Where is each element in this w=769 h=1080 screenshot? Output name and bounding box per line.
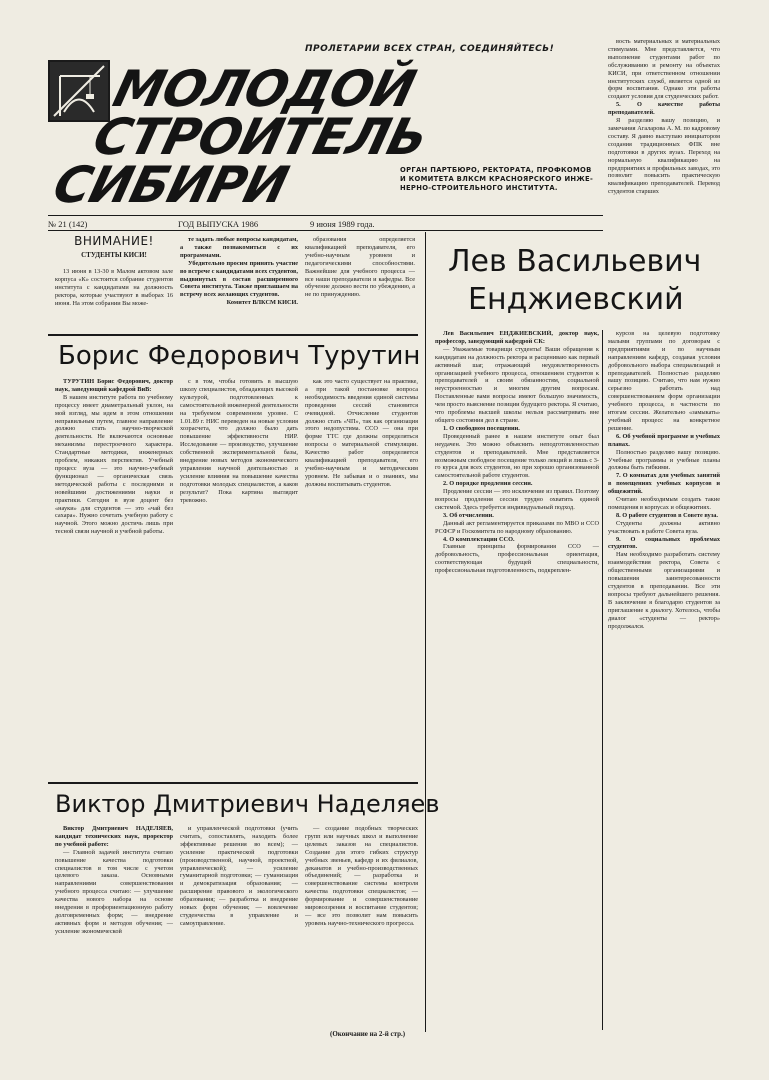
endzhievsky-text-3: Нам необходимо разработать систему взаимодействия ректора, Совета с общественными организациями и повышения заинтересованности студентов в преподавании. Все эти вопросы требуют дальнейшего решения. В заключение я благодарю студентов за приглашение к диалогу. Хотелось, чтобы диалог «студенты — ректор» продолжался. [608, 551, 720, 630]
endzhievsky-section-2: 2. О порядке продления сессии. [443, 480, 533, 488]
notice-heading: ВНИМАНИЕ! [74, 234, 154, 248]
endzhievsky-section-6: 6. Об учебной программе и учебных планах. [608, 432, 720, 448]
nadelyaev-col-3 [305, 825, 418, 1030]
notice-block [55, 234, 173, 259]
endzhievsky-section-8: 8. О работе студентов в Совете вуза. [616, 511, 718, 519]
title-line-3: СИБИРИ [47, 156, 294, 214]
notice-text: 13 июня в 13-30 в Малом актовом зале корпуса «К» состоится собрание студентов института с кандидатами на должность ректора, которые участвуют в выборах 16 июня. На этом собрании Вы може- [55, 268, 173, 307]
notice-text-col-1 [55, 268, 173, 330]
intro-text: образования определяется квалификацией преподавателя, его учебно-научным уровнем и педагогическими способностями. Важнейшие для учебного процесса — все наши преподаватели и кафедры. Все обучение должно вести по убеждению, а не по принуждению. [305, 236, 415, 299]
nadelyaev-text-3: — создание подобных творческих групп или научных школ и выполнение целевых заказов на специалистов. Создание для этого гибких структур учебных звеньев, кафедр и их филиалов, деканатов и учебно-производственных объединений; — разработка и совершенствование системы контроля качества подготовки специалистов; — формирование и совершенствование мировоззрения и воспитание студентов; — все это позволит нам повысить уровень научно-технического прогресса. [305, 825, 418, 927]
endzhievsky-text-1: — Уважаемые товарищи студенты! Ваши обращения к кандидатам на должность ректора и расцениваю как первый активный шаг, отражающий неудовлетворенность организацией учебного процесса, отношением студентов к преподавателей и своим обязанностям, социальной неустроенностью и многим другим вопросам. Поставленные вами вопросы имеют большую значимость, чем просто выяснение позиции будущего ректора. Я считаю, что проблемы высшей школы нельзя рассматривать вне общего состояния дел в стране. [435, 345, 599, 424]
continued-note: (Окончание на 2-й стр.) [330, 1030, 406, 1038]
notice-subheading: СТУДЕНТЫ КИСИ! [81, 251, 147, 259]
organ-statement: ОРГАН ПАРТБЮРО, РЕКТОРАТА, ПРОФКОМОВ И КОМИТЕТА ВЛКСМ КРАСНОЯРСКОГО ИНЖЕ-НЕРНО-СТРОИТЕЛЬНОГО ИНСТИТУТА. [400, 166, 594, 192]
endzhievsky-section-9: 9. О социальных проблемах студентов. [608, 535, 720, 551]
title-line-2: СТРОИТЕЛЬ [87, 108, 433, 166]
turutin-col-3 [305, 378, 418, 772]
title-line-1: МОЛОДОЙ [107, 60, 421, 118]
intro-column [305, 236, 415, 330]
turutin-col-2 [180, 378, 298, 772]
endzhievsky-col-2: курсов на целевую подготовку малыми группами по договорам с предприятиями и по научным направлениям кафедр, создавая условия добровольного выбора специализаций и преподавателей. Полностью разделяю вашу позицию. Считаю, что нам нужно серьезно работать над совершенствованием форм организации учебного процесса, в частности по итогам сессии. Желательно «замыкать» учебный процесс на конкретное решение. 6. Об учебной программе и учебных планах. Полностью разделяю вашу позицию. Учебные программы и учебные планы должны быть гибкими. 7. О комнатах для учебных занятий в помещениях учебных корпусов и общежитий. Считаю необходимым создать такие помещения в корпусах и общежитиях. 8. О работе студентов в Совете вуза. Студенты должны активно участвовать в работе Совета вуза. 9. О социальных проблемах студентов. Нам необходимо разработать систему взаимодействия ректора, Совета с общественными организациями и повышения заинтересованности студентов в преподавании. Все эти вопросы требуют дальнейшего решения. В заключение я благодарю студентов за приглашение к диалогу. Хотелось, чтобы диалог «студенты — ректор» продолжался. [608, 330, 720, 630]
top-right-text-2: Я разделяю вашу позицию, и замечания Агаларова А. М. по кадровому составу. Я давно выступаю инициатором создания традиционных ФПК вне подготовки в других вузах. Переход на нормальную квалификацию на предприятиях и профильных заводах, это позволит повысить практическую квалификацию преподавателей. Перевод студентов старших [608, 117, 720, 196]
headline-turutin: Борис Федорович Турутин [58, 341, 421, 371]
issue-year: ГОД ВЫПУСКА 1986 [178, 219, 259, 229]
issue-date: 9 июня 1989 года. [310, 219, 375, 229]
endzhievsky-section-7: 7. О комнатах для учебных занятий в помещениях учебных корпусов и общежитий. [608, 472, 720, 496]
nadelyaev-byline: Виктор Дмитриевич НАДЕЛЯЕВ, кандидат технических наук, проректор по учебной работе: [55, 825, 173, 848]
turutin-byline: ТУРУТИН Борис Федорович, доктор наук, заведующий кафедрой ВиВ: [55, 378, 173, 393]
section-5-heading: 5. О качестве работы преподавателей. [608, 101, 720, 117]
top-right-column [608, 38, 720, 235]
headline-endzhievsky-1: Лев Васильевич [448, 244, 702, 279]
slogan: ПРОЛЕТАРИИ ВСЕХ СТРАН, СОЕДИНЯЙТЕСЬ! [305, 44, 555, 54]
turutin-text-2: с в том, чтобы готовить в высшую школу специалистов, обладающих высокой культурой, подготовленных к самостоятельной инженерной деятельности на требуемом современном уровне. С 1.01.89 г. НИС переведен на новые условия хозрасчета, что должно было дать повышение эффективности НИР. Исследование — производство, улучшение собственной экспериментальной базы, внедрение новых методов экономического управления научной деятельностью и усиление влияния на повышение качества подготовки молодых специалистов, а каков результат? Пока картина выглядит тревожно. [180, 378, 298, 504]
notice-text-2: те задать любые вопросы кандидатам, а также познакомиться с их программами. [180, 236, 298, 259]
notice-text-col-2 [180, 236, 298, 330]
endzhievsky-section-4: 4. О комплектации ССО. [443, 535, 515, 543]
nadelyaev-col-2 [180, 825, 298, 1040]
endzhievsky-col-1: Лев Васильевич ЕНДЖИЕВСКИЙ, доктор наук, профессор, заведующий кафедрой СК: — Уважаемые товарищи студенты! Ваши обращения к кандидатам на должность ректора и расцениваю как первый активный шаг, отражающий неудовлетворенность организацией учебного процесса, отношением студентов к преподавателей и своим обязанностям, социальной неустроенностью и многим другим вопросам. Поставленные вами вопросы имеют большую значимость, чем просто выяснение позиции будущего ректора. Я считаю, что проблемы высшей школы нельзя рассматривать вне общего состояния дел в стране. 1. О свободном посещении. Проведенный ранее в нашем институте опыт был неудачен. Это можно объяснить неподготовленностью студентов и преподавателей. Мне представляется возможным свободное посещение только лекций и лишь с 3-го курса для всех студентов, но при хорошо организованной самостоятельной работе студентов. 2. О порядке продления сессии. Продление сессии — это исключение из правил. Поэтому вопросы продления сессии трудно охватить единой системой. Здесь требуется индивидуальный подход. 3. Об отчислении. Данный акт регламентируется приказами по МВО и ССО РСФСР и Госкомитета по народному образованию. 4. О комплектации ССО. Главные принципы формирования ССО — добровольность, профессиональная ориентация, соответствующая будущей специальности, профессиональная подготовленность, подкреплен- [435, 330, 599, 575]
nadelyaev-text-1: — Главной задачей института считаю повышение качества подготовки специалистов в том числе с учетом целевого заказа. Основными направлениями совершенствования учебного процесса считаю: — улучшение качества нового набора на основе внедрения в профориентационную работу долговременных форм; — внедрение активных форм и методов обучения; — усиление экономической [55, 848, 173, 935]
nadelyaev-text-2: и управленческой подготовки (учить считать, сопоставлять, находить более эффективные решения во всем); — усиление практической подготовки (производственной, научной, проектной, управленческой); — усиление гуманитарной подготовки; — гуманизация и демократизация образования; — расширение правового и экологического образования; — разработка и внедрение новых форм обучения; — вовлечение студенчества в управление и самоуправление. [180, 825, 298, 927]
notice-signature: Комитет ВЛКСМ КИСИ. [226, 299, 298, 307]
headline-nadelyaev: Виктор Дмитриевич Наделяев [55, 790, 440, 818]
issue-number: № 21 (142) [48, 219, 88, 229]
endzhievsky-section-1: 1. О свободном посещении. [443, 424, 520, 432]
endzhievsky-text-2: курсов на целевую подготовку малыми группами по договорам с предприятиями и по научным направлениям кафедр, создавая условия добровольного выбора специализаций и преподавателей. Полностью разделяю вашу позицию. Считаю, что нам нужно серьезно работать над совершенствованием форм организации учебного процесса, в частности по итогам сессии. Желательно «замыкать» учебный процесс на конкретное решение. [608, 330, 720, 432]
turutin-text-3: как это часто существует на практике, а при такой постановке вопроса необходимость введения единой системы проведения сессий становится очевидной. Отчисление студентов должно стать «ЧП», так как организация этого недопустима. ССО — она при форме ТТС где должны определяться вопросы о материальной стимуляции. Качество работ определяется квалификацией преподавателя, его учебно-научным и методическим уровнем. Не забывая и о знаниях, мы должны воспитывать студентов. [305, 378, 418, 488]
notice-text-3: Убедительно просим принять участие во встрече с кандидатами всех студентов, выдвинутых в состав расширенного Совета института. Также приглашаем на встречу всех желающих студентов. [180, 259, 298, 299]
turutin-text-1: В нашем институте работа по учебному процессу имеет диаметральный уклон, на мой взгляд, мы идем в этом отношении неправильным путем, главное направление должно стать научно-творческой деятельности. Не включаются основные механизмы перестроечного характера. Стандартные методики, инженерных проблем, никаких перспектив. Учебный процесс вуза — это научно-учебный функционал — органическая связь методической работы с последними и новейшими достижениями науки и практики. Сегодня в вузе доцент без «науки» для студентов — это «чай без сахара». Нужно сочетать учебную работу с научной. Этого можно достичь лишь при тесной связи научной и учебной работы. [55, 393, 173, 536]
endzhievsky-section-3: 3. Об отчислении. [443, 511, 494, 519]
top-right-text: вость материальных и материальных стимулами. Мне представляется, что выполнение студентами работ по обслуживанию и ремонту на объектах КИСИ, при ответственном отношении институтских служб, является одной из форм воспитания. Однако эти работы создают условия для студенческих работ. [608, 38, 720, 101]
turutin-col-1 [55, 378, 173, 772]
endzhievsky-byline: Лев Васильевич ЕНДЖИЕВСКИЙ, доктор наук, профессор, заведующий кафедрой СК: [435, 330, 599, 345]
nadelyaev-col-1 [55, 825, 173, 1040]
headline-endzhievsky-2: Енджиевский [468, 282, 684, 317]
